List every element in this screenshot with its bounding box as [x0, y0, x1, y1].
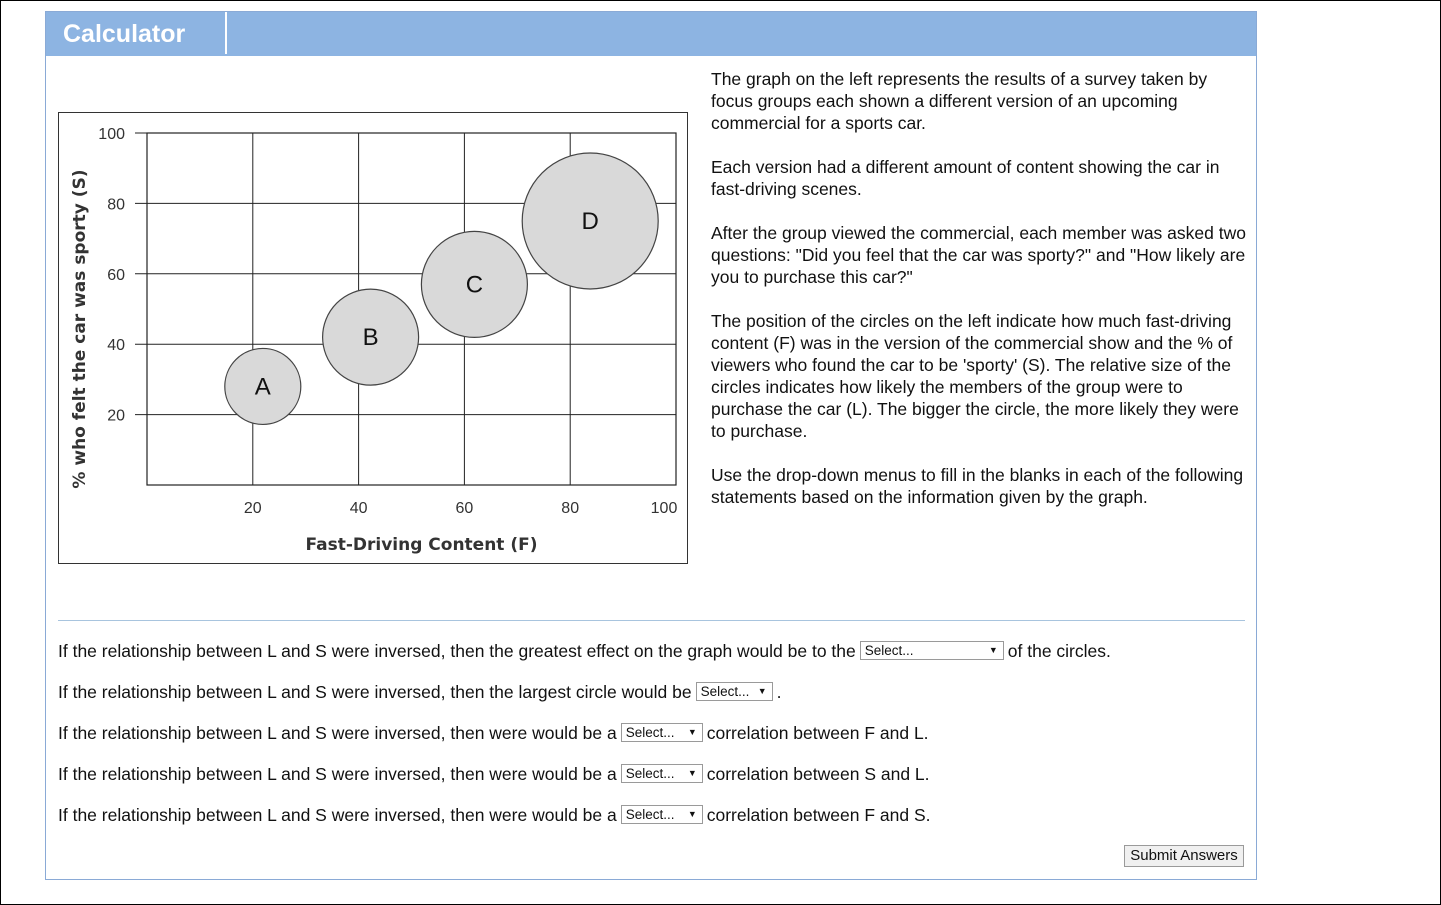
statement-2-dropdown[interactable]: [696, 682, 773, 701]
y-tick-label: 80: [107, 196, 125, 214]
y-tick-label: 40: [107, 337, 125, 355]
dropdown-value: Select...: [700, 683, 750, 699]
statement-4: [58, 761, 1248, 802]
statement-2-suffix: .: [776, 682, 782, 702]
dropdown-value: Select...: [625, 724, 675, 740]
statement-1-text: If the relationship between L and S were inversed, then the greatest effect on the graph would be to the: [58, 641, 856, 661]
section-divider: [58, 620, 1245, 621]
dropdown-arrow-icon: ▼: [687, 726, 697, 737]
bubble-label-a: A: [254, 373, 271, 401]
statement-5-dropdown[interactable]: [621, 805, 703, 824]
statement-4-text: If the relationship between L and S were inversed, then were would be a: [58, 764, 617, 784]
statement-3-text: If the relationship between L and S were inversed, then were would be a: [58, 723, 617, 743]
bubble-chart: [58, 112, 688, 564]
description-text: [711, 68, 1251, 530]
statement-3: [58, 720, 1248, 761]
x-tick-label: 40: [349, 500, 368, 517]
bubble-label-c: C: [465, 271, 484, 299]
calculator-panel: [45, 11, 1257, 880]
x-tick-label: 80: [561, 500, 580, 517]
x-axis-label: Fast-Driving Content (F): [305, 535, 538, 555]
description-paragraph-4: The position of the circles on the left indicate how much fast-driving content (F) was in the version of the commercial show and the % of viewers who found the car to be 'sporty' (S). The relative size of the circles indicates how likely the members of the group were to purchase the car (L). The bigger the circle, the more likely they were to purchase.: [711, 311, 1239, 441]
statement-5-text: If the relationship between L and S were inversed, then were would be a: [58, 805, 617, 825]
submit-answers-button[interactable]: Submit Answers: [1124, 845, 1244, 867]
statement-2: [58, 679, 1248, 720]
statements-list: [58, 638, 1248, 843]
y-tick-label: 60: [107, 266, 125, 284]
x-tick-label: 100: [650, 500, 678, 517]
dropdown-arrow-icon: ▼: [757, 685, 767, 696]
panel-header: [46, 12, 1256, 56]
description-paragraph-3: After the group viewed the commercial, each member was asked two questions: "Did you feel that the car was sporty?" and "How likely are you to purchase this car?": [711, 223, 1246, 287]
panel-title: Calculator: [46, 12, 227, 54]
statement-5-suffix: correlation between F and S.: [706, 805, 931, 825]
description-paragraph-5: Use the drop-down menus to fill in the blanks in each of the following statements based on the information given by the graph.: [711, 465, 1244, 507]
statement-3-dropdown[interactable]: [621, 723, 703, 742]
statement-4-dropdown[interactable]: [621, 764, 703, 783]
x-tick-label: 60: [455, 500, 474, 517]
statement-2-text: If the relationship between L and S were inversed, then the largest circle would be: [58, 682, 692, 702]
x-tick-label: 20: [243, 500, 262, 517]
chart-svg: [59, 113, 687, 563]
dropdown-value: Select...: [864, 642, 914, 658]
statement-4-suffix: correlation between S and L.: [706, 764, 930, 784]
statement-1: [58, 638, 1248, 679]
dropdown-arrow-icon: ▼: [988, 644, 998, 655]
dropdown-arrow-icon: ▼: [687, 808, 697, 819]
bubble-label-b: B: [362, 324, 379, 352]
description-paragraph-2: Each version had a different amount of content showing the car in fast-driving scenes.: [711, 157, 1220, 199]
dropdown-arrow-icon: ▼: [687, 767, 697, 778]
y-axis-label: % who felt the car was sporty (S): [70, 169, 90, 489]
statement-5: [58, 802, 1248, 843]
bubble-label-d: D: [581, 208, 599, 235]
statement-1-suffix: of the circles.: [1007, 641, 1111, 661]
y-tick-label: 20: [107, 407, 125, 425]
statement-1-dropdown[interactable]: [860, 641, 1004, 660]
dropdown-value: Select...: [625, 806, 675, 822]
statement-3-suffix: correlation between F and L.: [706, 723, 929, 743]
y-tick-label: 100: [98, 126, 125, 143]
dropdown-value: Select...: [625, 765, 675, 781]
description-paragraph-1: The graph on the left represents the results of a survey taken by focus groups each shown a different version of an upcoming commercial for a sports car.: [711, 69, 1208, 133]
